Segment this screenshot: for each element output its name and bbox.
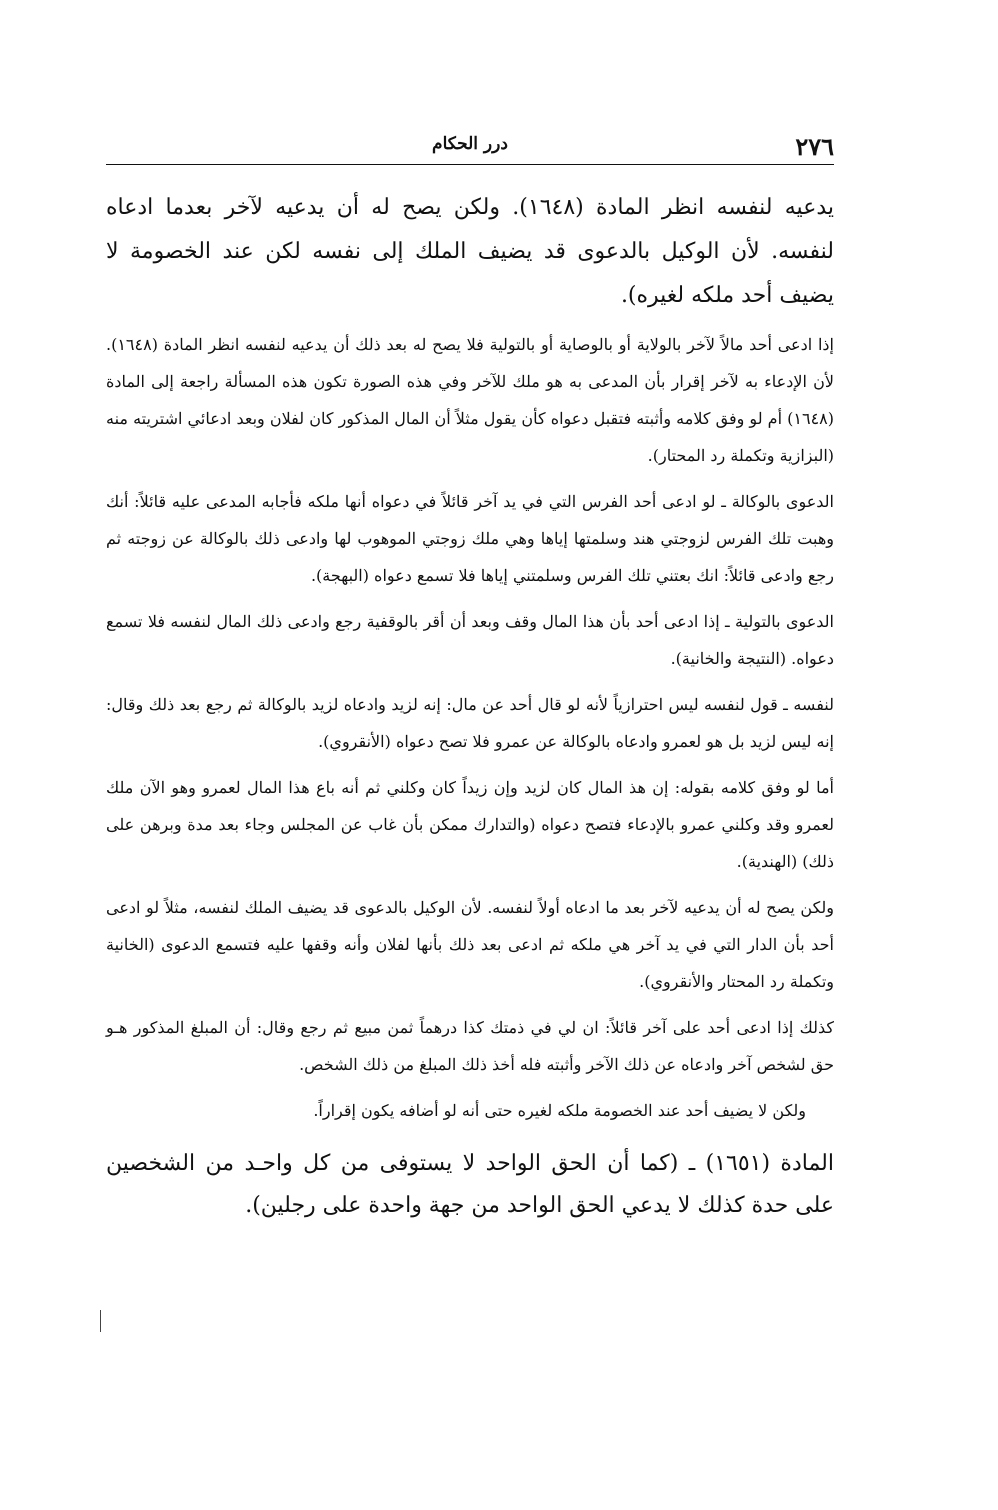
commentary-paragraph: لنفسه ـ قول لنفسه ليس احترازياً لأنه لو قال أحد عن مال: إنه لزيد وادعاه لزيد بالوكالة ثم رجع بعد ذلك وقال: إنه ليس لزيد بل هو لعمرو وادعاه بالوكالة عن عمرو فلا تصح دعواه (الأنقروي). [106, 695, 834, 751]
commentary-paragraph: ولكن يصح له أن يدعيه لآخر بعد ما ادعاه أولاً لنفسه. لأن الوكيل بالدعوى قد يضيف الملك لنفسه، مثلاً لو ادعى أحد بأن الدار التي في يد آخر هي ملكه ثم ادعى بعد ذلك بأنها لفلان وأنه وقفها عليه فتسمع الدعوى (الخانية وتكملة رد المحتار والأنقروي). [106, 898, 835, 991]
commentary-paragraph: الدعوى بالوكالة ـ لو ادعى أحد الفرس التي في يد آخر قائلاً في دعواه أنها ملكه فأجابه المدعى عليه قائلاً: أنك وهبت تلك الفرس لزوجتي هند وسلمتها إياها وهي ملك زوجتي الموهوب لها وادعى ذلك بالوكالة عن زوجته ثم رجع وادعى قائلاً: انك بعتني تلك الفرس وسلمتني إياها فلا تسمع دعواه (البهجة). [106, 492, 834, 585]
commentary-paragraph: ولكن لا يضيف أحد عند الخصومة ملكه لغيره حتى أنه لو أضافه يكون إقراراً. [313, 1101, 806, 1120]
running-title: درر الحكام [432, 134, 508, 154]
margin-mark [100, 1310, 101, 1332]
continuation-paragraph: يدعيه لنفسه انظر المادة (١٦٤٨). ولكن يصح له أن يدعيه لآخر بعدما ادعاه لنفسه. لأن الوكيل بالدعوى قد يضيف الملك إلى نفسه لكن عند الخصومة لا يضيف أحد ملكه لغيره). [106, 195, 834, 308]
header-rule [106, 164, 834, 165]
commentary-paragraph: أما لو وفق كلامه بقوله: إن هذ المال كان لزيد وإن زيداً كان وكلني ثم أنه باع هذا المال لعمرو وهو الآن ملك لعمرو وقد وكلني عمرو بالإدعاء فتصح دعواه (والتدارك ممكن بأن غاب عن المجلس وجاء بعد مدة وبرهن على ذلك) (الهندية). [106, 778, 834, 871]
commentary-paragraph: كذلك إذا ادعى أحد على آخر قائلاً: ان لي في ذمتك كذا درهماً ثمن مبيع ثم رجع وقال: أن المبلغ المذكور هـو حق لشخص آخر وادعاه عن ذلك الآخر وأثبته فله أخذ ذلك المبلغ من ذلك الشخص. [106, 1018, 834, 1074]
article-paragraph: المادة (١٦٥١) ـ (كما أن الحق الواحد لا يستوفى من كل واحـد من الشخصين على حدة كذلك لا يدعي الحق الواحد من جهة واحدة على رجلين). [106, 1151, 834, 1218]
page-body [106, 186, 834, 1227]
commentary-paragraph: الدعوى بالتولية ـ إذا ادعى أحد بأن هذا المال وقف وبعد أن أقر بالوقفية رجع وادعى ذلك المال لنفسه فلا تسمع دعواه. (النتيجة والخانية). [106, 612, 834, 668]
commentary-paragraph: إذا ادعى أحد مالاً لآخر بالولاية أو بالوصاية أو بالتولية فلا يصح له بعد ذلك أن يدعيه لنفسه انظر المادة (١٦٤٨). لأن الإدعاء به لآخر إقرار بأن المدعى به هو ملك للآخر وفي هذه الصورة تكون هذه المسألة راجعة إلى المادة (١٦٤٨) أم لو وفق كلامه وأثبته فتقبل دعواه كأن يقول مثلاً أن المال المذكور كان لفلان وبعد ادعائي اشتريته منه (البزازية وتكملة رد المحتار). [106, 335, 835, 465]
page-number: ٢٧٦ [795, 132, 834, 161]
page-header [106, 132, 834, 162]
